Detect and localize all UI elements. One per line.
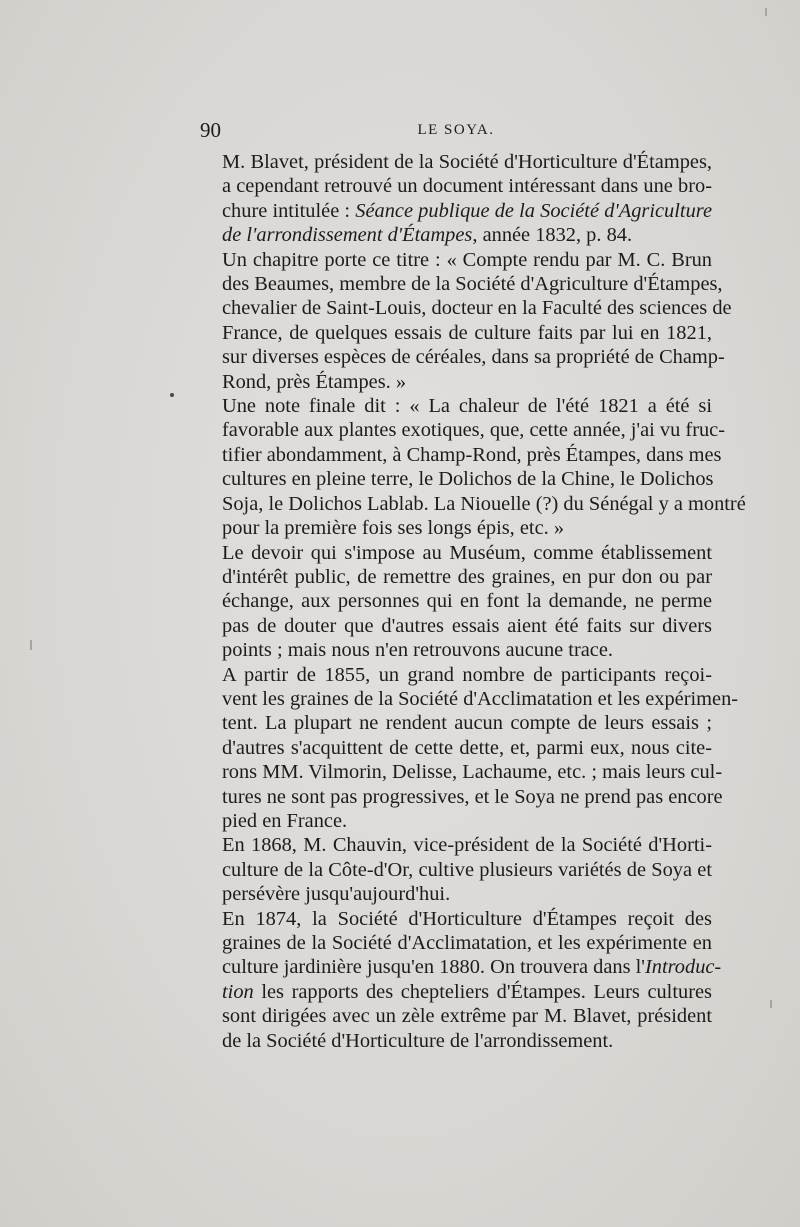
text-line <box>200 199 712 223</box>
text-line: culture de la Côte-d'Or, cultive plusieurs variétés de Soya et <box>222 858 712 881</box>
text-line: Rond, près Étampes. » <box>222 370 407 393</box>
text-line: tifier abondamment, à Champ-Rond, près Étampes, dans mes <box>222 443 722 466</box>
text-line: pied en France. <box>222 809 348 832</box>
text-line: sur diverses espèces de céréales, dans sa propriété de Champ- <box>222 346 725 369</box>
text-line: d'intérêt public, de remettre des graines, en pur don ou par <box>222 565 712 588</box>
text-line: a cependant retrouvé un document intéressant dans une bro- <box>222 175 712 198</box>
italic-title: de l'arrondissement d'Étampes <box>222 224 473 247</box>
text-segment: culture jardinière jusqu'en 1880. On trouvera dans l' <box>222 956 645 979</box>
text-line: Un chapitre porte ce titre : « Compte rendu par M. C. Brun <box>222 248 712 271</box>
paragraph <box>200 541 712 663</box>
text-line: cultures en pleine terre, le Dolichos de la Chine, le Dolichos <box>222 468 714 491</box>
paragraph <box>200 248 732 394</box>
italic-title: tion <box>222 980 254 1003</box>
text-line: d'autres s'acquittent de cette dette, et, parmi eux, nous cite- <box>222 736 712 759</box>
text-line: chevalier de Saint-Louis, docteur en la Faculté des sciences de <box>222 297 732 320</box>
text-line: France, de quelques essais de culture faits par lui en 1821, <box>222 321 712 344</box>
text-line: des Beaumes, membre de la Société d'Agriculture d'Étampes, <box>222 273 723 296</box>
paragraph <box>200 907 722 1053</box>
text-line: tures ne sont pas progressives, et le Soya ne prend pas encore <box>222 785 723 808</box>
text-line: rons MM. Vilmorin, Delisse, Lachaume, etc. ; mais leurs cul- <box>222 761 723 784</box>
text-segment: les rapports des chepteliers d'Étampes. Leurs cultures <box>253 980 712 1003</box>
paragraph <box>200 150 712 248</box>
text-segment: , année 1832, p. 84. <box>472 224 633 247</box>
text-line: Soja, le Dolichos Lablab. La Niouelle (?) du Sénégal y a montré <box>222 492 746 515</box>
text-line: M. Blavet, président de la Société d'Horticulture d'Étampes, <box>222 151 712 173</box>
paragraph <box>200 394 746 540</box>
text-line: En 1868, M. Chauvin, vice-président de la Société d'Horti- <box>222 834 712 857</box>
italic-title: Introduc- <box>644 956 722 979</box>
text-line: A partir de 1855, un grand nombre de participants reçoi- <box>222 663 712 686</box>
page-header <box>200 118 712 148</box>
text-line <box>200 980 712 1004</box>
text-line: En 1874, la Société d'Horticulture d'Étampes reçoit des <box>222 907 712 930</box>
text-line: Une note finale dit : « La chaleur de l'été 1821 a été si <box>222 395 712 418</box>
text-line <box>200 955 722 979</box>
paper-speck <box>30 640 32 650</box>
body-text <box>200 150 746 1053</box>
running-title: LE SOYA. <box>417 122 495 138</box>
text-line: de la Société d'Horticulture de l'arrondissement. <box>222 1029 614 1052</box>
text-line <box>200 223 712 247</box>
text-segment: chure intitulée : <box>222 199 356 222</box>
paragraph <box>200 663 739 834</box>
paragraph <box>200 833 712 906</box>
text-line: sont dirigées avec un zèle extrême par M. Blavet, président <box>222 1005 712 1028</box>
text-line: échange, aux personnes qui en font la demande, ne perme <box>222 590 712 613</box>
text-line: pas de douter que d'autres essais aient été faits sur divers <box>222 614 712 637</box>
italic-title: Séance publique de la Société d'Agriculture <box>355 199 713 222</box>
text-line: pour la première fois ses longs épis, etc. » <box>222 517 565 540</box>
text-line: graines de la Société d'Acclimatation, et les expérimente en <box>222 932 712 954</box>
paper-speck <box>765 8 767 16</box>
text-line: Le devoir qui s'impose au Muséum, comme établissement <box>222 541 712 564</box>
text-line: points ; mais nous n'en retrouvons aucune trace. <box>222 639 613 662</box>
text-line: favorable aux plantes exotiques, que, cette année, j'ai vu fruc- <box>222 419 726 442</box>
text-line: persévère jusqu'aujourd'hui. <box>222 883 451 906</box>
text-line: tent. La plupart ne rendent aucun compte de leurs essais ; <box>222 712 712 735</box>
paper-speck <box>770 1000 772 1008</box>
text-line: vent les graines de la Société d'Acclimatation et les expérimen- <box>222 687 739 710</box>
margin-mark <box>170 393 174 397</box>
page-number: 90 <box>200 118 221 142</box>
